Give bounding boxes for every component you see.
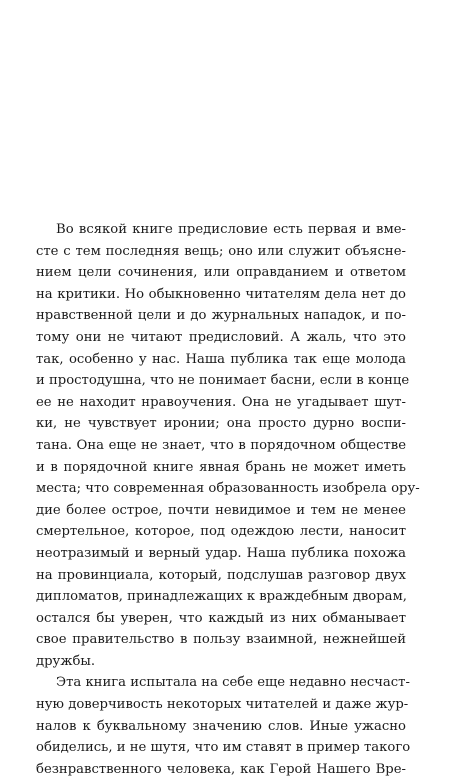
text-line: Эта книга испытала на себе еще недавно несчаст-: [56, 675, 410, 691]
text-line: на критики. Но обыкновенно читателям дела нет до: [36, 286, 406, 302]
text-line: на провинциала, который, подслушав разговор двух: [36, 567, 406, 583]
text-line: ки, не чувствует иронии; она просто дурно воспи-: [36, 416, 406, 432]
text-line: сте с тем последняя вещь; оно или служит объясне-: [36, 243, 406, 259]
preface-text: [36, 219, 420, 780]
text-line: налов к буквальному значению слов. Иные ужасно: [36, 718, 406, 734]
text-line: и в порядочной книге явная брань не может иметь: [36, 459, 406, 475]
text-line: безнравственного человека, как Герой Нашего Вре-: [36, 761, 406, 777]
text-line: так, особенно у нас. Наша публика так еще молода: [36, 351, 406, 367]
text-line: смертельное, которое, под одеждою лести, наносит: [36, 524, 406, 540]
text-line: остался бы уверен, что каждый из них обманывает: [36, 610, 406, 626]
text-line: и простодушна, что не понимает басни, если в конце: [36, 373, 410, 389]
text-line: места; что современная образованность изобрела ору-: [36, 481, 420, 497]
text-line: ее не находит нравоучения. Она не угадывает шут-: [36, 394, 406, 410]
text-line: свое правительство в пользу взаимной, нежнейшей: [36, 632, 406, 648]
text-line: дипломатов, принадлежащих к враждебным дворам,: [36, 589, 407, 605]
text-line: дружбы.: [36, 653, 96, 669]
text-line: нравственной цели и до журнальных нападок, и по-: [36, 308, 406, 324]
text-line: тому они не читают предисловий. А жаль, что это: [36, 329, 406, 345]
text-line: дие более острое, почти невидимое и тем не менее: [36, 502, 406, 518]
text-line: нием цели сочинения, или оправданием и ответом: [36, 265, 406, 281]
paragraph-2: [36, 672, 411, 780]
text-line: ную доверчивость некоторых читателей и даже жур-: [36, 697, 409, 713]
text-line: Во всякой книге предисловие есть первая и вме-: [56, 222, 406, 237]
paragraph-1: [36, 219, 420, 672]
text-line: обиделись, и не шутя, что им ставят в пример такого: [36, 740, 411, 756]
text-line: тана. Она еще не знает, что в порядочном обществе: [36, 437, 406, 453]
text-line: неотразимый и верный удар. Наша публика похожа: [36, 545, 406, 561]
